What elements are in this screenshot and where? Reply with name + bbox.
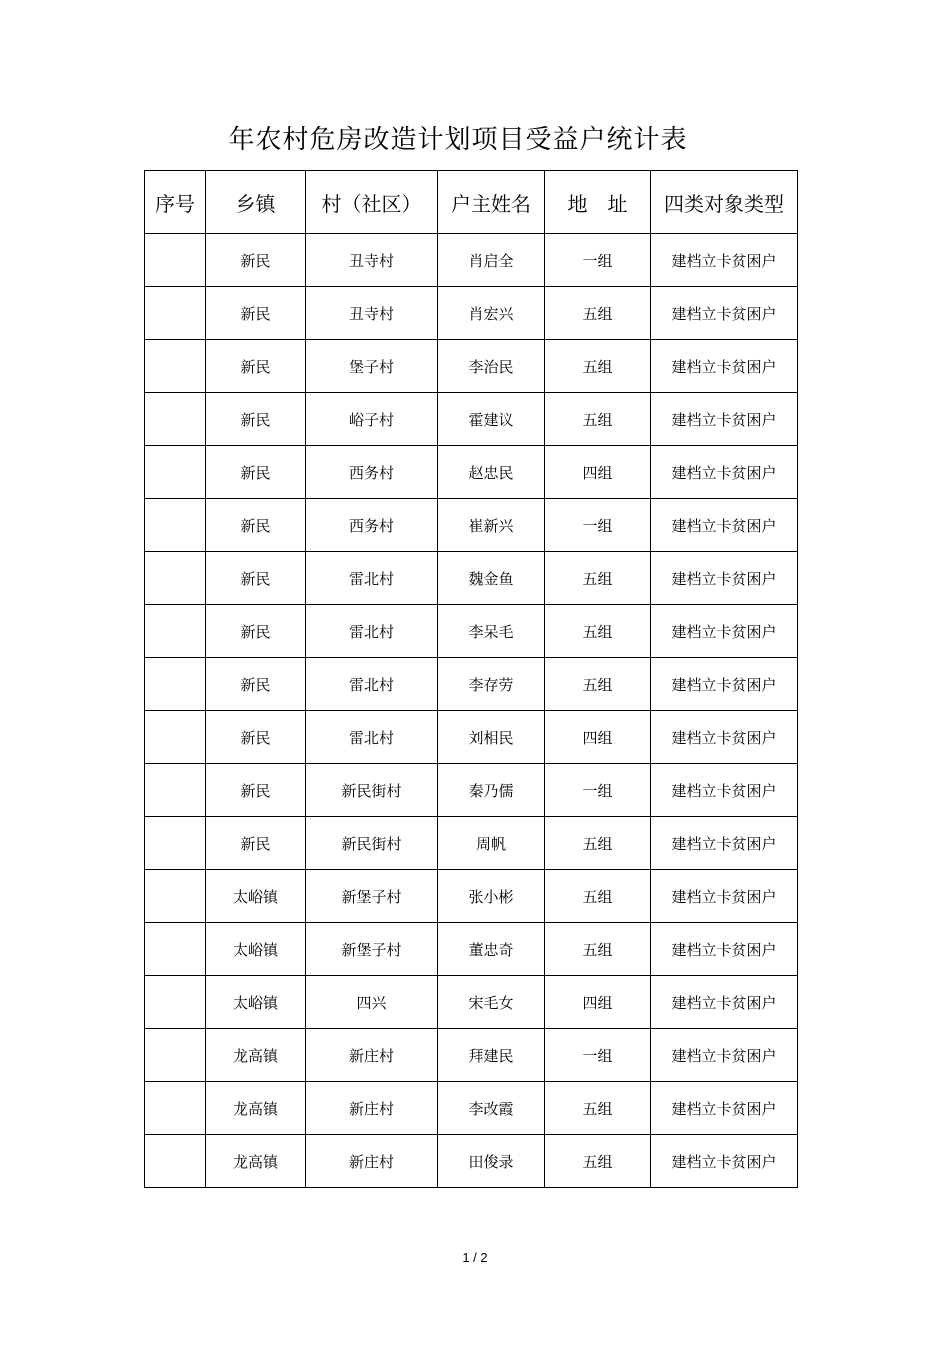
cell-town: 龙高镇 xyxy=(206,1029,306,1082)
cell-householder: 肖宏兴 xyxy=(438,287,545,340)
cell-seq xyxy=(145,976,206,1029)
cell-seq xyxy=(145,1082,206,1135)
beneficiary-table xyxy=(144,170,798,1188)
cell-seq xyxy=(145,340,206,393)
cell-type: 建档立卡贫困户 xyxy=(651,499,798,552)
page-number: 1 / 2 xyxy=(462,1250,488,1265)
cell-householder: 李改霞 xyxy=(438,1082,545,1135)
table-row xyxy=(145,340,798,393)
table-row xyxy=(145,552,798,605)
table-row xyxy=(145,764,798,817)
cell-village: 堡子村 xyxy=(306,340,438,393)
header-seq: 序号 xyxy=(145,171,206,234)
cell-address: 五组 xyxy=(545,658,651,711)
cell-householder: 李存劳 xyxy=(438,658,545,711)
cell-type: 建档立卡贫困户 xyxy=(651,1082,798,1135)
cell-address: 四组 xyxy=(545,711,651,764)
table-row xyxy=(145,234,798,287)
cell-type: 建档立卡贫困户 xyxy=(651,976,798,1029)
cell-address: 四组 xyxy=(545,976,651,1029)
cell-type: 建档立卡贫困户 xyxy=(651,817,798,870)
table-row xyxy=(145,1082,798,1135)
cell-householder: 宋毛女 xyxy=(438,976,545,1029)
cell-householder: 李治民 xyxy=(438,340,545,393)
cell-town: 新民 xyxy=(206,234,306,287)
cell-type: 建档立卡贫困户 xyxy=(651,711,798,764)
cell-address: 五组 xyxy=(545,552,651,605)
cell-householder: 拜建民 xyxy=(438,1029,545,1082)
table-row xyxy=(145,605,798,658)
cell-seq xyxy=(145,234,206,287)
table-row xyxy=(145,1029,798,1082)
cell-seq xyxy=(145,552,206,605)
cell-town: 新民 xyxy=(206,817,306,870)
document-title: 年农村危房改造计划项目受益户统计表 xyxy=(228,125,688,155)
cell-village: 新庄村 xyxy=(306,1082,438,1135)
cell-town: 新民 xyxy=(206,552,306,605)
cell-seq xyxy=(145,870,206,923)
cell-householder: 刘相民 xyxy=(438,711,545,764)
cell-address: 五组 xyxy=(545,393,651,446)
cell-householder: 霍建议 xyxy=(438,393,545,446)
cell-village: 新民街村 xyxy=(306,817,438,870)
cell-seq xyxy=(145,605,206,658)
cell-type: 建档立卡贫困户 xyxy=(651,446,798,499)
cell-type: 建档立卡贫困户 xyxy=(651,870,798,923)
cell-village: 新堡子村 xyxy=(306,870,438,923)
header-town: 乡镇 xyxy=(206,171,306,234)
table-row xyxy=(145,817,798,870)
cell-village: 四兴 xyxy=(306,976,438,1029)
table-row xyxy=(145,976,798,1029)
table-header xyxy=(145,171,798,234)
cell-address: 五组 xyxy=(545,923,651,976)
cell-seq xyxy=(145,393,206,446)
cell-village: 新庄村 xyxy=(306,1135,438,1188)
table-row xyxy=(145,870,798,923)
cell-seq xyxy=(145,1029,206,1082)
cell-type: 建档立卡贫困户 xyxy=(651,393,798,446)
cell-type: 建档立卡贫困户 xyxy=(651,605,798,658)
cell-town: 新民 xyxy=(206,287,306,340)
cell-type: 建档立卡贫困户 xyxy=(651,287,798,340)
cell-address: 五组 xyxy=(545,340,651,393)
cell-type: 建档立卡贫困户 xyxy=(651,552,798,605)
cell-town: 新民 xyxy=(206,605,306,658)
cell-village: 雷北村 xyxy=(306,552,438,605)
cell-seq xyxy=(145,499,206,552)
cell-town: 新民 xyxy=(206,764,306,817)
table-row xyxy=(145,393,798,446)
cell-village: 雷北村 xyxy=(306,605,438,658)
cell-type: 建档立卡贫困户 xyxy=(651,923,798,976)
cell-householder: 董忠奇 xyxy=(438,923,545,976)
cell-address: 一组 xyxy=(545,764,651,817)
cell-seq xyxy=(145,711,206,764)
cell-address: 四组 xyxy=(545,446,651,499)
cell-type: 建档立卡贫困户 xyxy=(651,234,798,287)
cell-address: 五组 xyxy=(545,287,651,340)
cell-address: 五组 xyxy=(545,605,651,658)
cell-village: 丑寺村 xyxy=(306,234,438,287)
cell-seq xyxy=(145,658,206,711)
cell-address: 一组 xyxy=(545,234,651,287)
cell-householder: 张小彬 xyxy=(438,870,545,923)
table-body xyxy=(145,234,798,1188)
header-type: 四类对象类型 xyxy=(651,171,798,234)
cell-town: 新民 xyxy=(206,393,306,446)
cell-village: 新庄村 xyxy=(306,1029,438,1082)
cell-seq xyxy=(145,1135,206,1188)
cell-address: 五组 xyxy=(545,1135,651,1188)
table-row xyxy=(145,446,798,499)
cell-town: 新民 xyxy=(206,711,306,764)
header-address: 地 址 xyxy=(545,171,651,234)
cell-town: 太峪镇 xyxy=(206,870,306,923)
table-row xyxy=(145,711,798,764)
cell-householder: 李呆毛 xyxy=(438,605,545,658)
cell-householder: 魏金鱼 xyxy=(438,552,545,605)
cell-type: 建档立卡贫困户 xyxy=(651,340,798,393)
cell-town: 新民 xyxy=(206,446,306,499)
cell-address: 五组 xyxy=(545,817,651,870)
cell-type: 建档立卡贫困户 xyxy=(651,658,798,711)
table-row xyxy=(145,499,798,552)
table-row xyxy=(145,923,798,976)
cell-town: 龙高镇 xyxy=(206,1135,306,1188)
cell-type: 建档立卡贫困户 xyxy=(651,764,798,817)
cell-village: 西务村 xyxy=(306,446,438,499)
table-row xyxy=(145,658,798,711)
cell-householder: 秦乃儒 xyxy=(438,764,545,817)
cell-seq xyxy=(145,923,206,976)
cell-householder: 赵忠民 xyxy=(438,446,545,499)
cell-householder: 肖启全 xyxy=(438,234,545,287)
table-row xyxy=(145,287,798,340)
cell-type: 建档立卡贫困户 xyxy=(651,1135,798,1188)
cell-town: 新民 xyxy=(206,658,306,711)
cell-type: 建档立卡贫困户 xyxy=(651,1029,798,1082)
cell-town: 新民 xyxy=(206,340,306,393)
cell-seq xyxy=(145,817,206,870)
cell-town: 太峪镇 xyxy=(206,923,306,976)
cell-village: 丑寺村 xyxy=(306,287,438,340)
cell-address: 一组 xyxy=(545,1029,651,1082)
cell-town: 新民 xyxy=(206,499,306,552)
cell-town: 太峪镇 xyxy=(206,976,306,1029)
cell-householder: 崔新兴 xyxy=(438,499,545,552)
cell-village: 新堡子村 xyxy=(306,923,438,976)
header-row xyxy=(145,171,798,234)
cell-village: 峪子村 xyxy=(306,393,438,446)
cell-seq xyxy=(145,287,206,340)
cell-seq xyxy=(145,446,206,499)
cell-seq xyxy=(145,764,206,817)
cell-address: 一组 xyxy=(545,499,651,552)
cell-village: 雷北村 xyxy=(306,711,438,764)
header-village: 村（社区） xyxy=(306,171,438,234)
cell-village: 新民街村 xyxy=(306,764,438,817)
cell-town: 龙高镇 xyxy=(206,1082,306,1135)
header-householder: 户主姓名 xyxy=(438,171,545,234)
cell-householder: 周帆 xyxy=(438,817,545,870)
cell-householder: 田俊录 xyxy=(438,1135,545,1188)
cell-village: 雷北村 xyxy=(306,658,438,711)
cell-village: 西务村 xyxy=(306,499,438,552)
cell-address: 五组 xyxy=(545,870,651,923)
table-row xyxy=(145,1135,798,1188)
cell-address: 五组 xyxy=(545,1082,651,1135)
